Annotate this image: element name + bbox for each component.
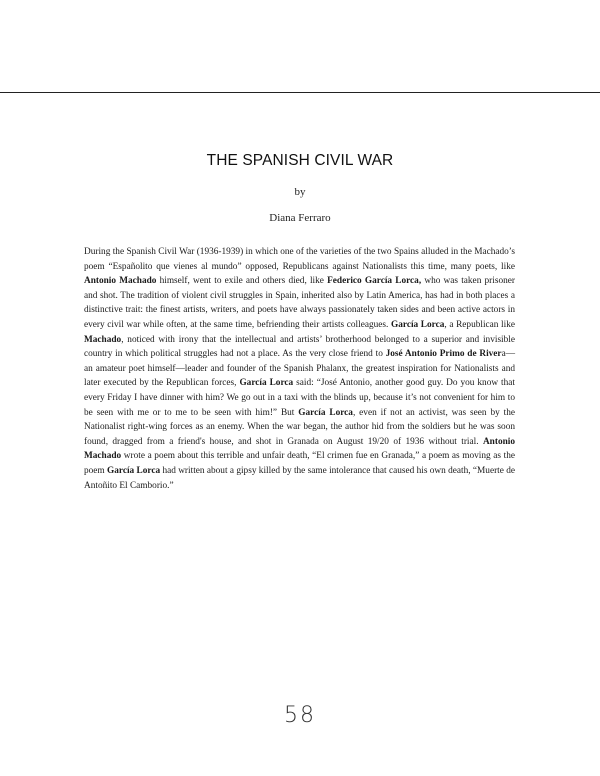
top-divider	[0, 92, 600, 93]
author-name: Diana Ferraro	[269, 212, 331, 224]
text-run: said: “José Antonio, another good guy. Do you know that every Friday I have dinner with him? We go out in a taxi with the blinds up, because it’s not convenient for him to be seen with me or to me to be seen with him!” But	[84, 378, 515, 418]
bold-name: Antonio Machado	[84, 436, 515, 462]
text-run: , a Republican like	[444, 319, 515, 330]
text-run: who was taken prisoner and shot. The tradition of violent civil struggles in Spain, inherited also by Latin America, has had in both places a distinctive trait: the finest artists, writers, and poets have always passionately taken sides and been active actors in every civil war while often, at the same time, befriending their artists colleagues.	[84, 276, 515, 330]
text-run: himself, went to exile and others died, like	[156, 276, 328, 287]
text-run: a—an amateur poet himself—leader and founder of the Spanish Phalanx, the greatest inspiration for Nationalists and later executed by the Republican forces,	[84, 349, 516, 389]
byline: by	[294, 186, 306, 198]
body-paragraph	[84, 245, 515, 493]
page-title: THE SPANISH CIVIL WAR	[206, 152, 394, 169]
bold-name: Antonio Machado	[84, 276, 157, 287]
page-number: 58	[284, 703, 316, 728]
text-run: had written about a gipsy killed by the same intolerance that caused his own death, “Muerte de Antoñito El Camborio.”	[84, 465, 515, 491]
text-run: wrote a poem about this terrible and unfair death, “El crimen fue en Granada,” a poem as moving as the poem	[84, 451, 515, 476]
bold-name: García Lorca	[239, 378, 294, 389]
bold-name: Federico García Lorca,	[327, 276, 422, 287]
bold-name: García Lorca	[390, 319, 445, 330]
bold-name: Machado	[84, 334, 122, 345]
bold-name: García Lorca	[107, 465, 161, 476]
text-run: , even if not an activist, was seen by the Nationalist right-wing forces as an enemy. When the war began, the author hid from the soldiers but he was soon found, dragged from a friend's house, and shot in Granada on August 19/20 of 1936 without trial.	[84, 407, 515, 447]
text-run: , noticed with irony that the intellectual and artists’ brotherhood belonged to a superior and invisible country in which political struggles had not a place. As the very close friend to	[84, 334, 515, 360]
bold-name: García Lorca	[298, 407, 353, 418]
bold-name: José Antonio Primo de River	[385, 349, 502, 360]
text-run: During the Spanish Civil War (1936-1939) in which one of the varieties of the two Spains alluded in the Machado’s poem “Españolito que vienes al mundo” opposed, Republicans against Nationalists this time, many poets, like	[84, 247, 515, 272]
